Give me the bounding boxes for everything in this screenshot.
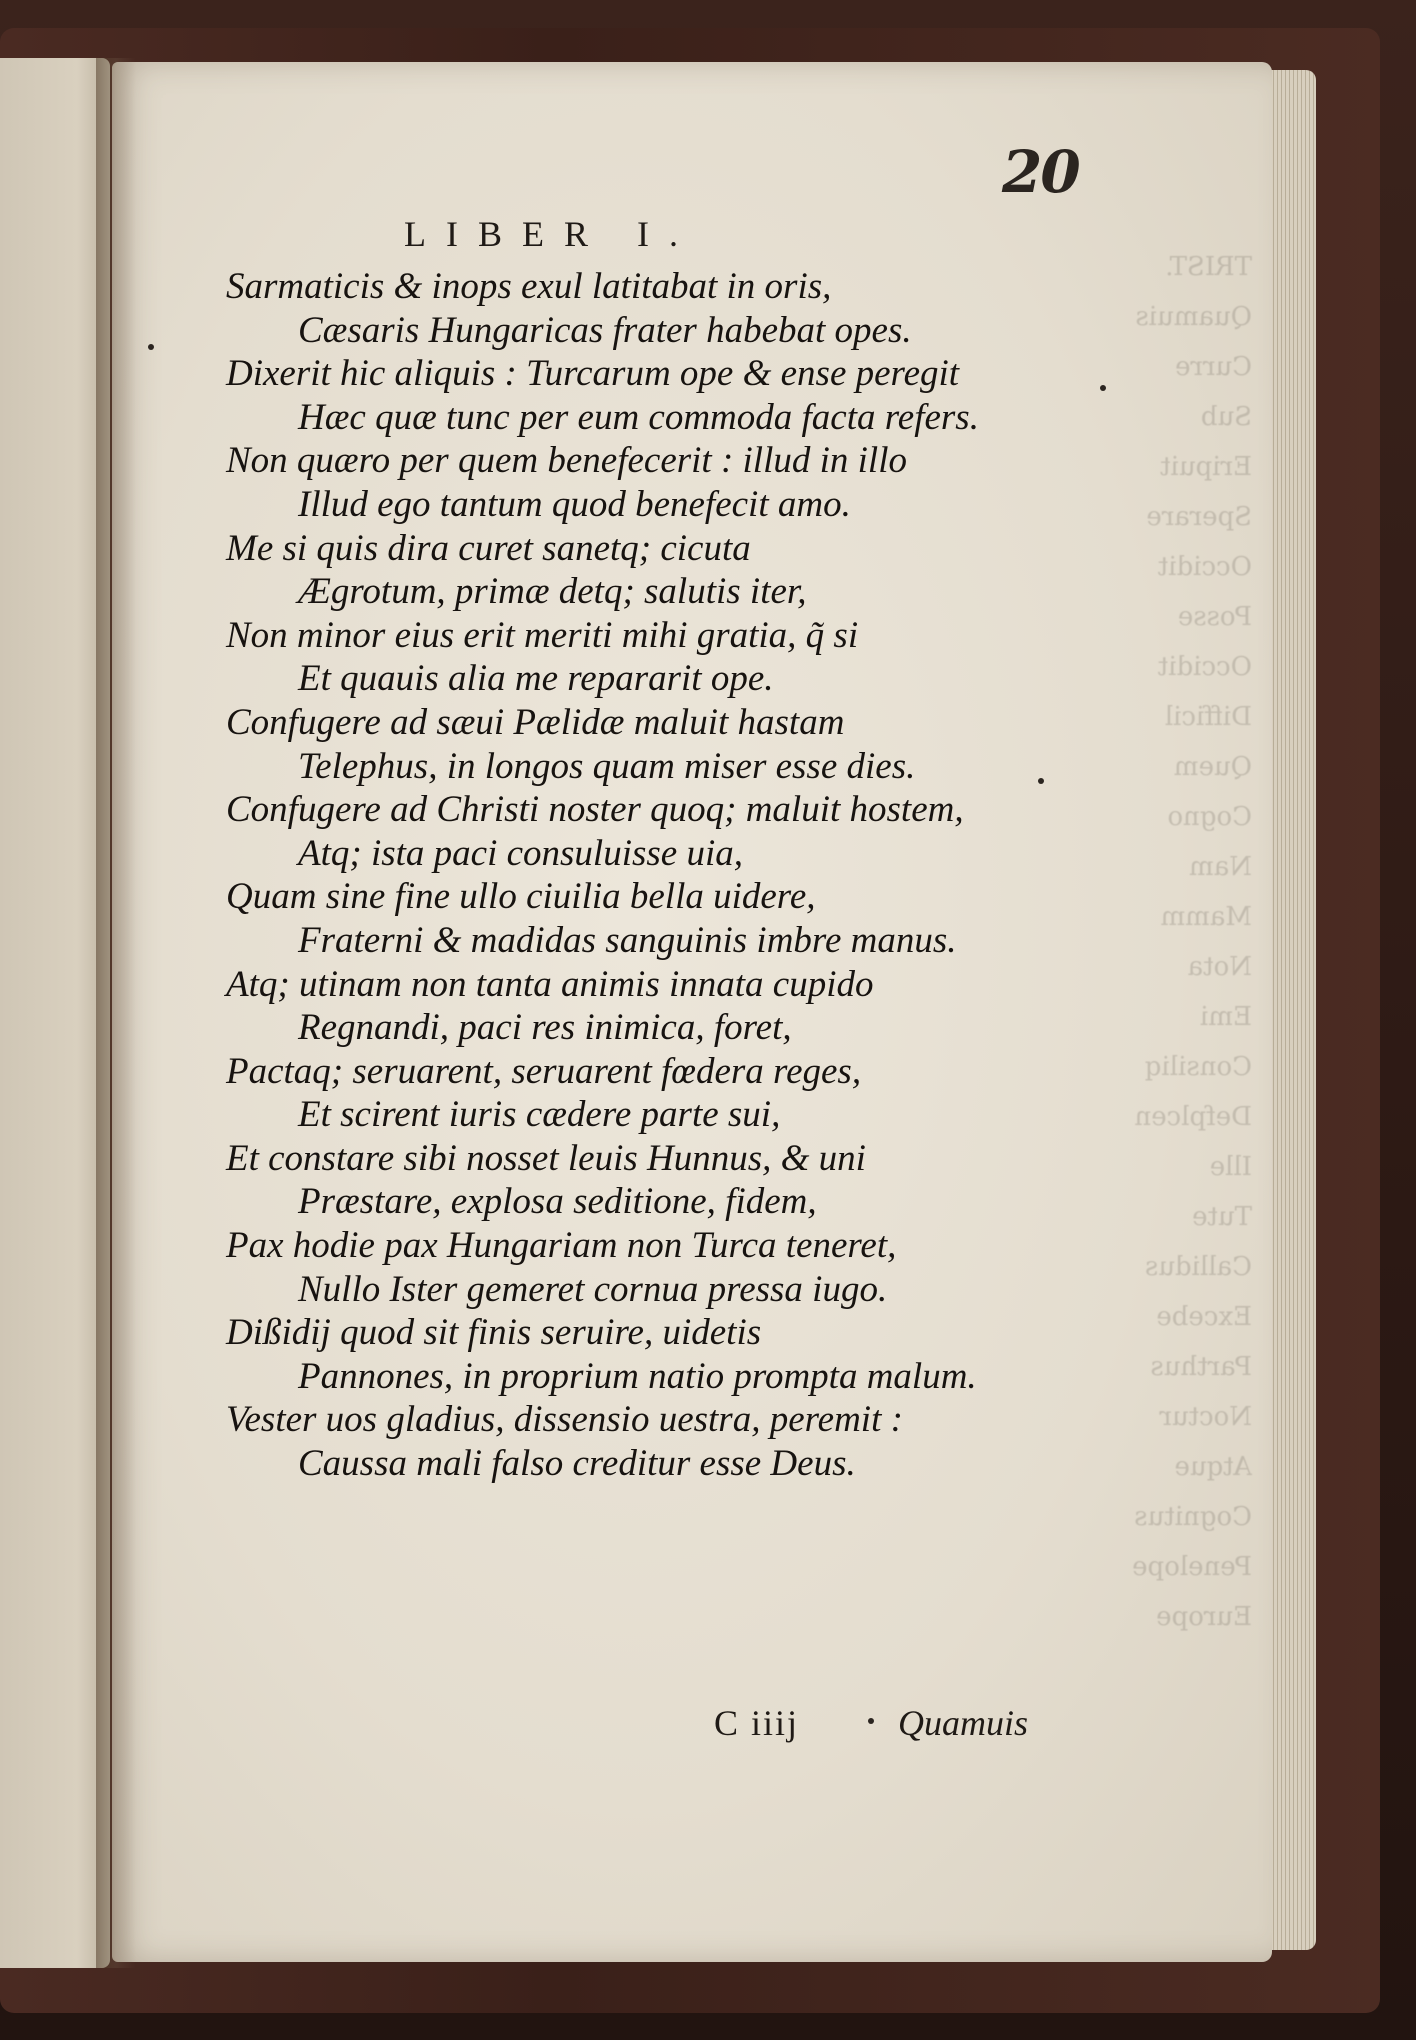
verse-line: Atq; ista paci consuluisse uia, (298, 832, 743, 874)
ink-speck (148, 344, 154, 350)
verse-line: Pactaq; seruarent, seruarent fœdera reges, (226, 1050, 862, 1092)
verse-line: Atq; utinam non tanta animis innata cupido (226, 963, 874, 1005)
verse-line: Dixerit hic aliquis : Turcarum ope & ense peregit (226, 353, 960, 395)
verse-block (226, 265, 1066, 1486)
verse-line: Me si quis dira curet sanetq; cicuta (226, 527, 751, 569)
page-gutter-shadow (96, 58, 136, 1968)
verse-line: Quam sine fine ullo ciuilia bella uidere, (226, 876, 816, 918)
verse-line: Caussa mali falso creditur esse Deus. (298, 1443, 856, 1485)
left-page-edge (0, 58, 110, 1968)
verse-line: Confugere ad sæui Pælidæ maluit hastam (226, 701, 845, 743)
verse-line: Nullo Ister gemeret cornua pressa iugo. (298, 1268, 888, 1310)
ink-speck (1100, 385, 1106, 391)
running-head: LIBER I. (404, 214, 698, 254)
signature-mark: C iiij (714, 1703, 800, 1743)
verse-line: Regnandi, paci res inimica, foret, (298, 1007, 792, 1049)
verse-line: Et constare sibi nosset leuis Hunnus, & uni (226, 1137, 866, 1179)
verse-line: Fraterni & madidas sanguinis imbre manus. (298, 919, 957, 961)
verse-line: Et quauis alia me repararit ope. (298, 658, 774, 700)
verse-line: Cæsaris Hungaricas frater habebat opes. (298, 309, 912, 351)
catchword: Quamuis (898, 1703, 1029, 1743)
verse-line: Hæc quæ tunc per eum commoda facta refers. (298, 396, 979, 438)
verse-line: Ægrotum, primæ detq; salutis iter, (298, 571, 807, 613)
verse-line: Vester uos gladius, dissensio uestra, peremit : (226, 1399, 903, 1441)
show-through-text: TRIST. Quamuis Curre Sub Eripuit Sperare Occidit Posse Occidit Difficil Quem Cogno Nam Mamm Nota Emi Consiliq Defplcen Ille Tute Callidus Excebe Parthus Noctur Atque Cognitus Penelope Europe (1132, 252, 1252, 1632)
verse-line: Præstare, explosa seditione, fidem, (298, 1181, 817, 1223)
verse-line: Pax hodie pax Hungariam non Turca teneret, (226, 1225, 897, 1267)
ink-speck (1038, 778, 1044, 784)
verse-line: Confugere ad Christi noster quoq; maluit hostem, (226, 789, 964, 831)
folio-number: 20 (1002, 138, 1079, 206)
verse-line: Dißidij quod sit finis seruire, uidetis (226, 1312, 762, 1354)
verse-line: Telephus, in longos quam miser esse dies. (298, 745, 916, 787)
verse-line: Non quæro per quem benefecerit : illud in illo (226, 440, 907, 482)
verse-line: Non minor eius erit meriti mihi gratia, q̃ si (226, 614, 859, 656)
ink-speck (868, 1718, 874, 1724)
verse-line: Illud ego tantum quod benefecit amo. (298, 483, 851, 525)
verse-line: Pannones, in proprium natio prompta malum. (298, 1355, 977, 1397)
verse-line: Et scirent iuris cædere parte sui, (298, 1094, 781, 1136)
verse-line: Sarmaticis & inops exul latitabat in oris, (226, 266, 832, 307)
